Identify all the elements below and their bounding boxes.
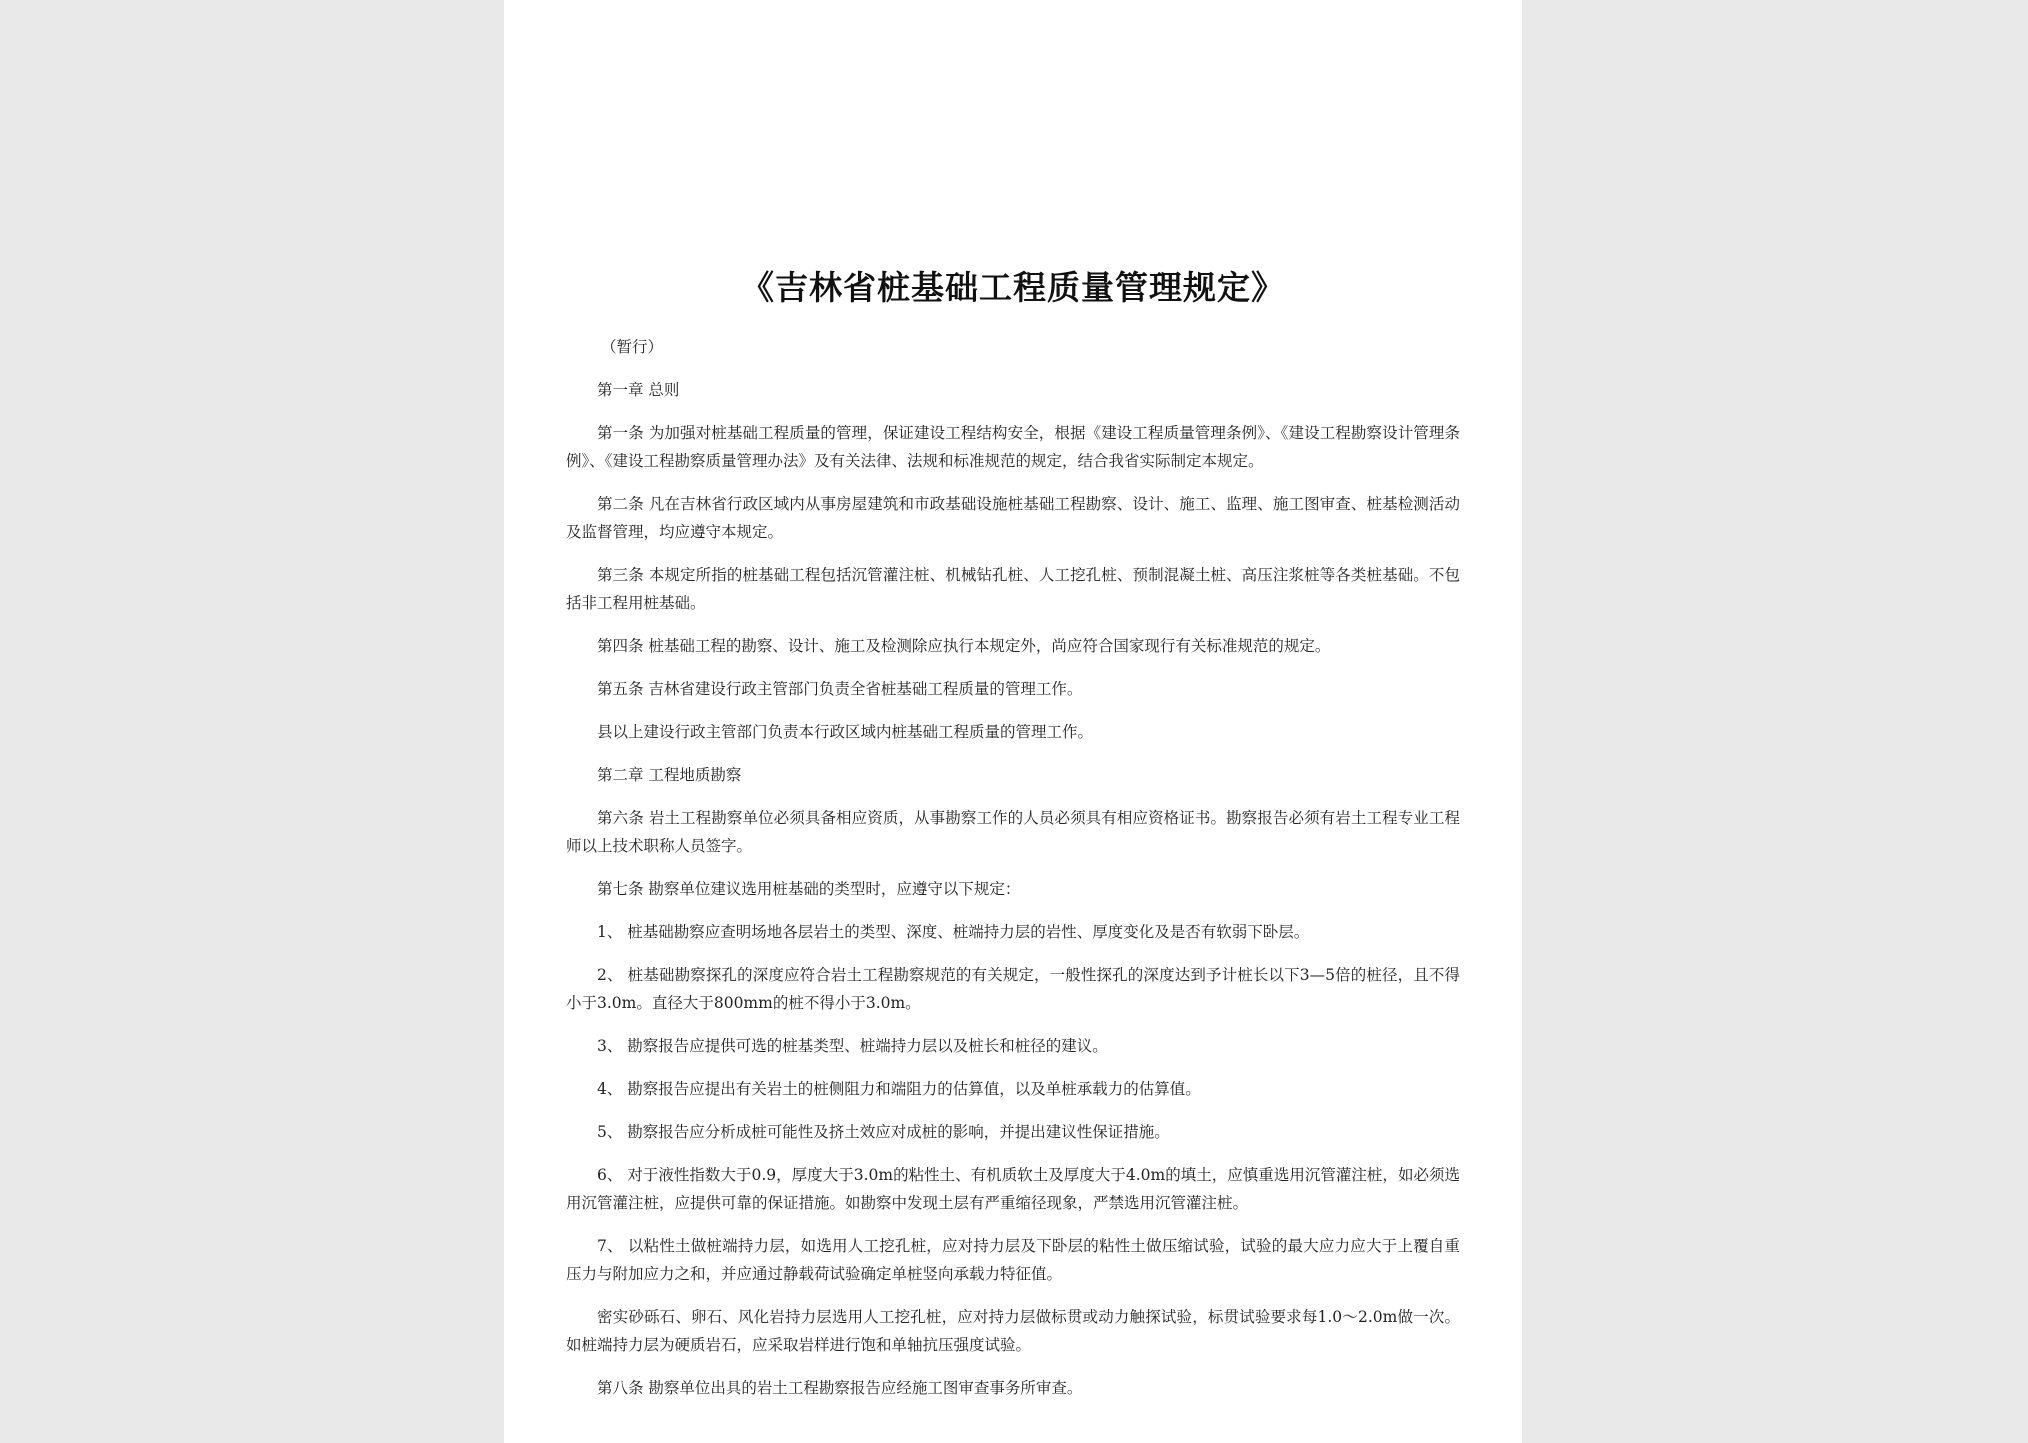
document-subtitle: （暂行）: [601, 338, 664, 356]
document-page: [504, 0, 1522, 1443]
article-7-item-1: 1、 桩基础勘察应查明场地各层岩土的类型、深度、桩端持力层的岩性、厚度变化及是否有软弱下卧层。: [597, 923, 1310, 941]
article-5: 第五条 吉林省建设行政主管部门负责全省桩基础工程质量的管理工作。: [597, 680, 1083, 698]
article-7-item-4: 4、 勘察报告应提出有关岩土的桩侧阻力和端阻力的估算值，以及单桩承载力的估算值。: [597, 1080, 1201, 1098]
article-4: 第四条 桩基础工程的勘察、设计、施工及检测除应执行本规定外，尚应符合国家现行有关标准规范的规定。: [597, 637, 1331, 655]
chapter-1-heading: 第一章 总则: [597, 381, 680, 399]
chapter-2-heading: 第二章 工程地质勘察: [597, 766, 742, 784]
article-7-item-2: 2、 桩基础勘察探孔的深度应符合岩土工程勘察规范的有关规定，一般性探孔的深度达到予计桩长以下3—5倍的桩径，且不得小于3.0m。直径大于800mm的桩不得小于3.0m。: [566, 966, 1460, 1012]
article-8: 第八条 勘察单位出具的岩土工程勘察报告应经施工图审查事务所审查。: [597, 1379, 1083, 1397]
article-7-item-7-continued: 密实砂砾石、卵石、风化岩持力层选用人工挖孔桩，应对持力层做标贯或动力触探试验，标贯试验要求每1.0～2.0m做一次。如桩端持力层为硬质岩石，应采取岩样进行饱和单轴抗压强度试验。: [566, 1308, 1460, 1354]
document-title: 《吉林省桩基础工程质量管理规定》: [741, 268, 1285, 307]
article-2: 第二条 凡在吉林省行政区域内从事房屋建筑和市政基础设施桩基础工程勘察、设计、施工、监理、施工图审查、桩基检测活动及监督管理，均应遵守本规定。: [566, 495, 1460, 541]
article-1: 第一条 为加强对桩基础工程质量的管理，保证建设工程结构安全，根据《建设工程质量管理条例》、《建设工程勘察设计管理条例》、《建设工程勘察质量管理办法》及有关法律、法规和标准规范的规定，结合我省实际制定本规定。: [566, 424, 1460, 470]
article-7-item-5: 5、 勘察报告应分析成桩可能性及挤土效应对成桩的影响，并提出建议性保证措施。: [597, 1123, 1170, 1141]
article-5-clause: 县以上建设行政主管部门负责本行政区域内桩基础工程质量的管理工作。: [597, 723, 1094, 741]
article-7-item-3: 3、 勘察报告应提供可选的桩基类型、桩端持力层以及桩长和桩径的建议。: [597, 1037, 1108, 1055]
article-7: 第七条 勘察单位建议选用桩基础的类型时，应遵守以下规定：: [597, 880, 1021, 898]
article-6: 第六条 岩土工程勘察单位必须具备相应资质，从事勘察工作的人员必须具有相应资格证书。勘察报告必须有岩土工程专业工程师以上技术职称人员签字。: [566, 809, 1460, 855]
article-7-item-6: 6、 对于液性指数大于0.9，厚度大于3.0m的粘性土、有机质软土及厚度大于4.0m的填土，应慎重选用沉管灌注桩，如必须选用沉管灌注桩，应提供可靠的保证措施。如勘察中发现土层有严重缩径现象，严禁选用沉管灌注桩。: [566, 1166, 1460, 1212]
article-3: 第三条 本规定所指的桩基础工程包括沉管灌注桩、机械钻孔桩、人工挖孔桩、预制混凝土桩、高压注浆桩等各类桩基础。不包括非工程用桩基础。: [566, 566, 1460, 612]
article-7-item-7: 7、 以粘性土做桩端持力层，如选用人工挖孔桩，应对持力层及下卧层的粘性土做压缩试验，试验的最大应力应大于上覆自重压力与附加应力之和，并应通过静载荷试验确定单桩竖向承载力特征值。: [566, 1237, 1460, 1283]
